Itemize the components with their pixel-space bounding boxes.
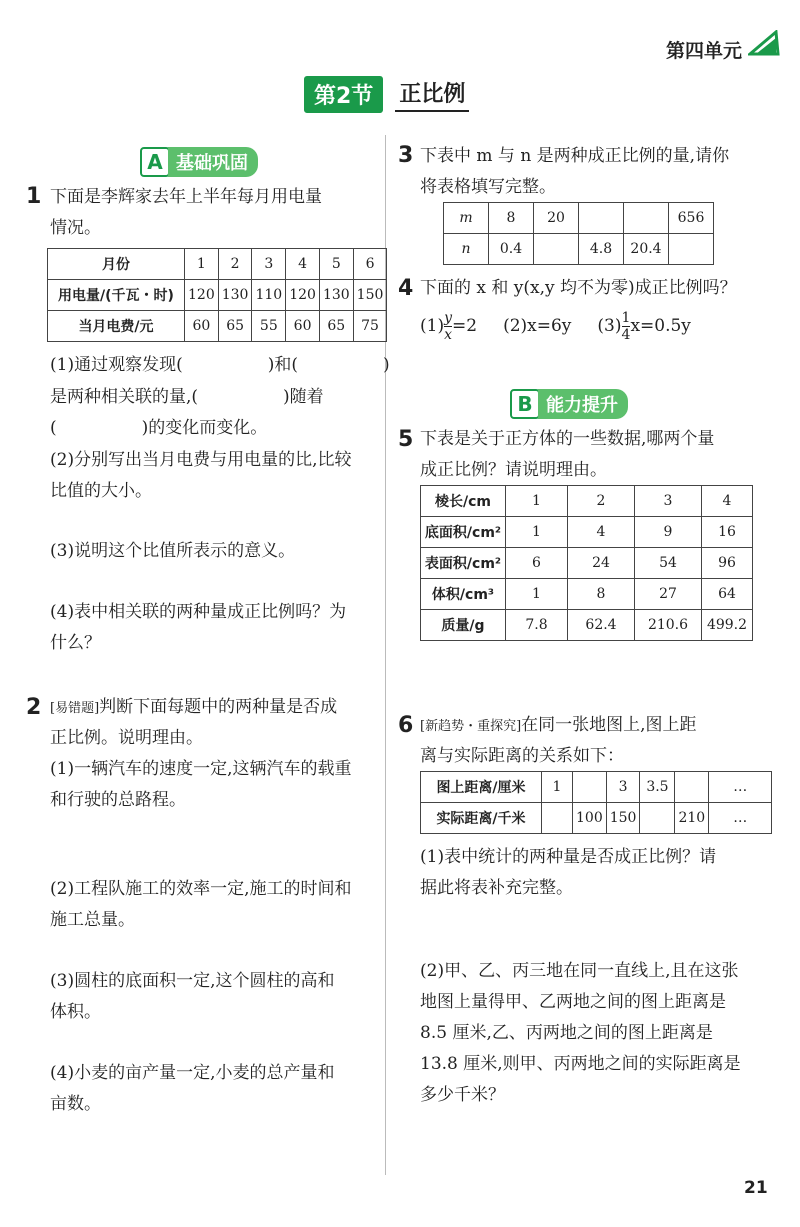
q1-cell: 3 — [252, 249, 286, 280]
q1-cell: 150 — [353, 280, 387, 311]
q5-cell: 54 — [635, 548, 702, 579]
level-b-banner — [510, 389, 628, 419]
q2-tag: [易错题] — [50, 701, 100, 716]
q1-part-3: (3)说明这个比值所表示的意义。 — [50, 541, 296, 561]
q5-cell: 4 — [568, 517, 635, 548]
q5-cell: 2 — [568, 486, 635, 517]
q2-part-2: (2)工程队施工的效率一定,施工的时间和 — [50, 879, 352, 899]
q6-cell: 150 — [606, 803, 640, 834]
q6-stem-1: [新趋势・重探究]在同一张地图上,图上距 — [420, 715, 697, 735]
q5-cell: 6 — [506, 548, 568, 579]
q6-cell — [640, 803, 675, 834]
q6-part-2d: 13.8 厘米,则甲、丙两地之间的实际距离是 — [420, 1054, 741, 1074]
q6-part-2e: 多少千米？ — [420, 1085, 505, 1105]
q1-cell: 120 — [185, 280, 219, 311]
q5-table — [420, 485, 753, 641]
q5-cell: 1 — [506, 517, 568, 548]
unit-title: 第四单元 — [666, 40, 743, 62]
q1-part-1b: 是两种相关联的量,( )随着 — [50, 387, 324, 407]
q5-number: 5 — [398, 427, 414, 452]
q5-cell: 表面积/cm² — [421, 548, 506, 579]
q1-cell: 1 — [185, 249, 219, 280]
q3-cell: n — [444, 234, 489, 265]
q5-cell: 8 — [568, 579, 635, 610]
q5-cell: 210.6 — [635, 610, 702, 641]
q4-option-1: (1) $\frac{y}{x}$ =2 — [420, 309, 478, 343]
q3-stem-2: 将表格填写完整。 — [420, 177, 556, 197]
q6-cell: 210 — [675, 803, 709, 834]
q3-cell: 20 — [534, 203, 579, 234]
q6-cell: 3 — [606, 772, 640, 803]
q6-part-1: (1)表中统计的两种量是否成正比例？请 — [420, 847, 717, 867]
q1-cell: 4 — [286, 249, 320, 280]
q5-stem-1: 下表是关于正方体的一些数据,哪两个量 — [420, 429, 715, 449]
q5-cell: 底面积/cm² — [421, 517, 506, 548]
q3-cell: 20.4 — [624, 234, 669, 265]
q1-part-1c: ( )的变化而变化。 — [50, 418, 268, 438]
q5-stem-2: 成正比例？请说明理由。 — [420, 460, 607, 480]
q1-cell: 用电量/(千瓦・时) — [48, 280, 185, 311]
q6-cell: 100 — [573, 803, 607, 834]
q5-cell: 96 — [702, 548, 753, 579]
q6-part-2: (2)甲、乙、丙三地在同一直线上,且在这张 — [420, 961, 739, 981]
q6-cell — [542, 803, 573, 834]
page-number: 21 — [744, 1178, 768, 1198]
unit-logo-icon — [748, 30, 780, 56]
level-a-label: 基础巩固 — [168, 147, 258, 177]
section-title: 正比例 — [395, 77, 469, 112]
q1-part-2b: 比值的大小。 — [50, 481, 152, 501]
section-badge: 第2节 — [304, 76, 383, 113]
q1-cell: 75 — [353, 311, 387, 342]
q3-stem-1: 下表中 m 与 n 是两种成正比例的量,请你 — [420, 146, 730, 166]
q2-part-2b: 施工总量。 — [50, 910, 135, 930]
q3-cell: 656 — [669, 203, 714, 234]
q1-cell: 2 — [218, 249, 252, 280]
q5-cell: 1 — [506, 486, 568, 517]
q1-number: 1 — [26, 184, 42, 209]
q4-number: 4 — [398, 276, 414, 301]
q5-cell: 1 — [506, 579, 568, 610]
q5-cell: 62.4 — [568, 610, 635, 641]
q1-part-4: (4)表中相关联的两种量成正比例吗？为 — [50, 602, 347, 622]
q2-number: 2 — [26, 695, 42, 720]
q3-cell: m — [444, 203, 489, 234]
q5-cell: 24 — [568, 548, 635, 579]
q1-stem-2: 情况。 — [50, 218, 101, 238]
q4-stem: 下面的 x 和 y(x,y 均不为零)成正比例吗？ — [420, 278, 737, 298]
section-header — [304, 76, 469, 113]
q1-cell: 110 — [252, 280, 286, 311]
q2-part-3b: 体积。 — [50, 1002, 101, 1022]
q1-cell: 5 — [319, 249, 353, 280]
q6-stem-2: 离与实际距离的关系如下： — [420, 746, 624, 766]
level-a-letter: A — [140, 147, 170, 177]
q2-part-4b: 亩数。 — [50, 1094, 101, 1114]
q5-cell: 64 — [702, 579, 753, 610]
q1-cell: 55 — [252, 311, 286, 342]
q6-part-1b: 据此将表补充完整。 — [420, 878, 573, 898]
level-b-letter: B — [510, 389, 540, 419]
q1-cell: 120 — [286, 280, 320, 311]
q3-number: 3 — [398, 143, 414, 168]
q6-tag: [新趋势・重探究] — [420, 719, 522, 734]
q5-cell: 棱长/cm — [421, 486, 506, 517]
q3-cell — [624, 203, 669, 234]
q1-cell: 130 — [319, 280, 353, 311]
q1-cell: 60 — [286, 311, 320, 342]
level-a-banner — [140, 147, 258, 177]
q1-part-1: (1)通过观察发现( )和( ) — [50, 355, 390, 375]
q1-stem-1: 下面是李辉家去年上半年每月用电量 — [50, 187, 322, 207]
q5-cell: 7.8 — [506, 610, 568, 641]
q5-cell: 质量/g — [421, 610, 506, 641]
q1-cell: 当月电费/元 — [48, 311, 185, 342]
q3-cell — [579, 203, 624, 234]
q2-stem-2: 正比例。说明理由。 — [50, 728, 203, 748]
q3-cell — [669, 234, 714, 265]
q4-option-2: (2)x=6y — [503, 316, 572, 336]
q1-part-4b: 什么？ — [50, 633, 101, 653]
q6-cell: 3.5 — [640, 772, 675, 803]
q1-cell: 60 — [185, 311, 219, 342]
q3-cell: 4.8 — [579, 234, 624, 265]
q6-table — [420, 771, 772, 834]
q6-cell: 1 — [542, 772, 573, 803]
q5-cell: 3 — [635, 486, 702, 517]
q5-cell: 9 — [635, 517, 702, 548]
q2-part-1: (1)一辆汽车的速度一定,这辆汽车的载重 — [50, 759, 352, 779]
q3-table — [443, 202, 714, 265]
q6-part-2b: 地图上量得甲、乙两地之间的图上距离是 — [420, 992, 726, 1012]
q2-part-1b: 和行驶的总路程。 — [50, 790, 186, 810]
q3-cell: 0.4 — [489, 234, 534, 265]
q2-part-4: (4)小麦的亩产量一定,小麦的总产量和 — [50, 1063, 335, 1083]
q6-cell — [573, 772, 607, 803]
q3-cell — [534, 234, 579, 265]
q1-cell: 130 — [218, 280, 252, 311]
q4-options — [420, 308, 691, 344]
q6-part-2c: 8.5 厘米,乙、丙两地之间的图上距离是 — [420, 1023, 713, 1043]
q6-cell: … — [709, 803, 772, 834]
q6-cell — [675, 772, 709, 803]
q1-part-2: (2)分别写出当月电费与用电量的比,比较 — [50, 450, 352, 470]
q3-cell: 8 — [489, 203, 534, 234]
q5-cell: 499.2 — [702, 610, 753, 641]
q2-stem-1: [易错题]判断下面每题中的两种量是否成 — [50, 697, 338, 717]
q1-table — [47, 248, 387, 342]
q4-option-3: (3) $\frac{1}{4}$ x=0.5y — [597, 309, 691, 343]
q5-cell: 4 — [702, 486, 753, 517]
q5-cell: 27 — [635, 579, 702, 610]
q6-cell: … — [709, 772, 772, 803]
q5-cell: 16 — [702, 517, 753, 548]
q1-cell: 6 — [353, 249, 387, 280]
q1-cell: 月份 — [48, 249, 185, 280]
q1-cell: 65 — [218, 311, 252, 342]
q6-cell: 实际距离/千米 — [421, 803, 542, 834]
q6-cell: 图上距离/厘米 — [421, 772, 542, 803]
level-b-label: 能力提升 — [538, 389, 628, 419]
q1-cell: 65 — [319, 311, 353, 342]
q2-part-3: (3)圆柱的底面积一定,这个圆柱的高和 — [50, 971, 335, 991]
q5-cell: 体积/cm³ — [421, 579, 506, 610]
q6-number: 6 — [398, 713, 414, 738]
